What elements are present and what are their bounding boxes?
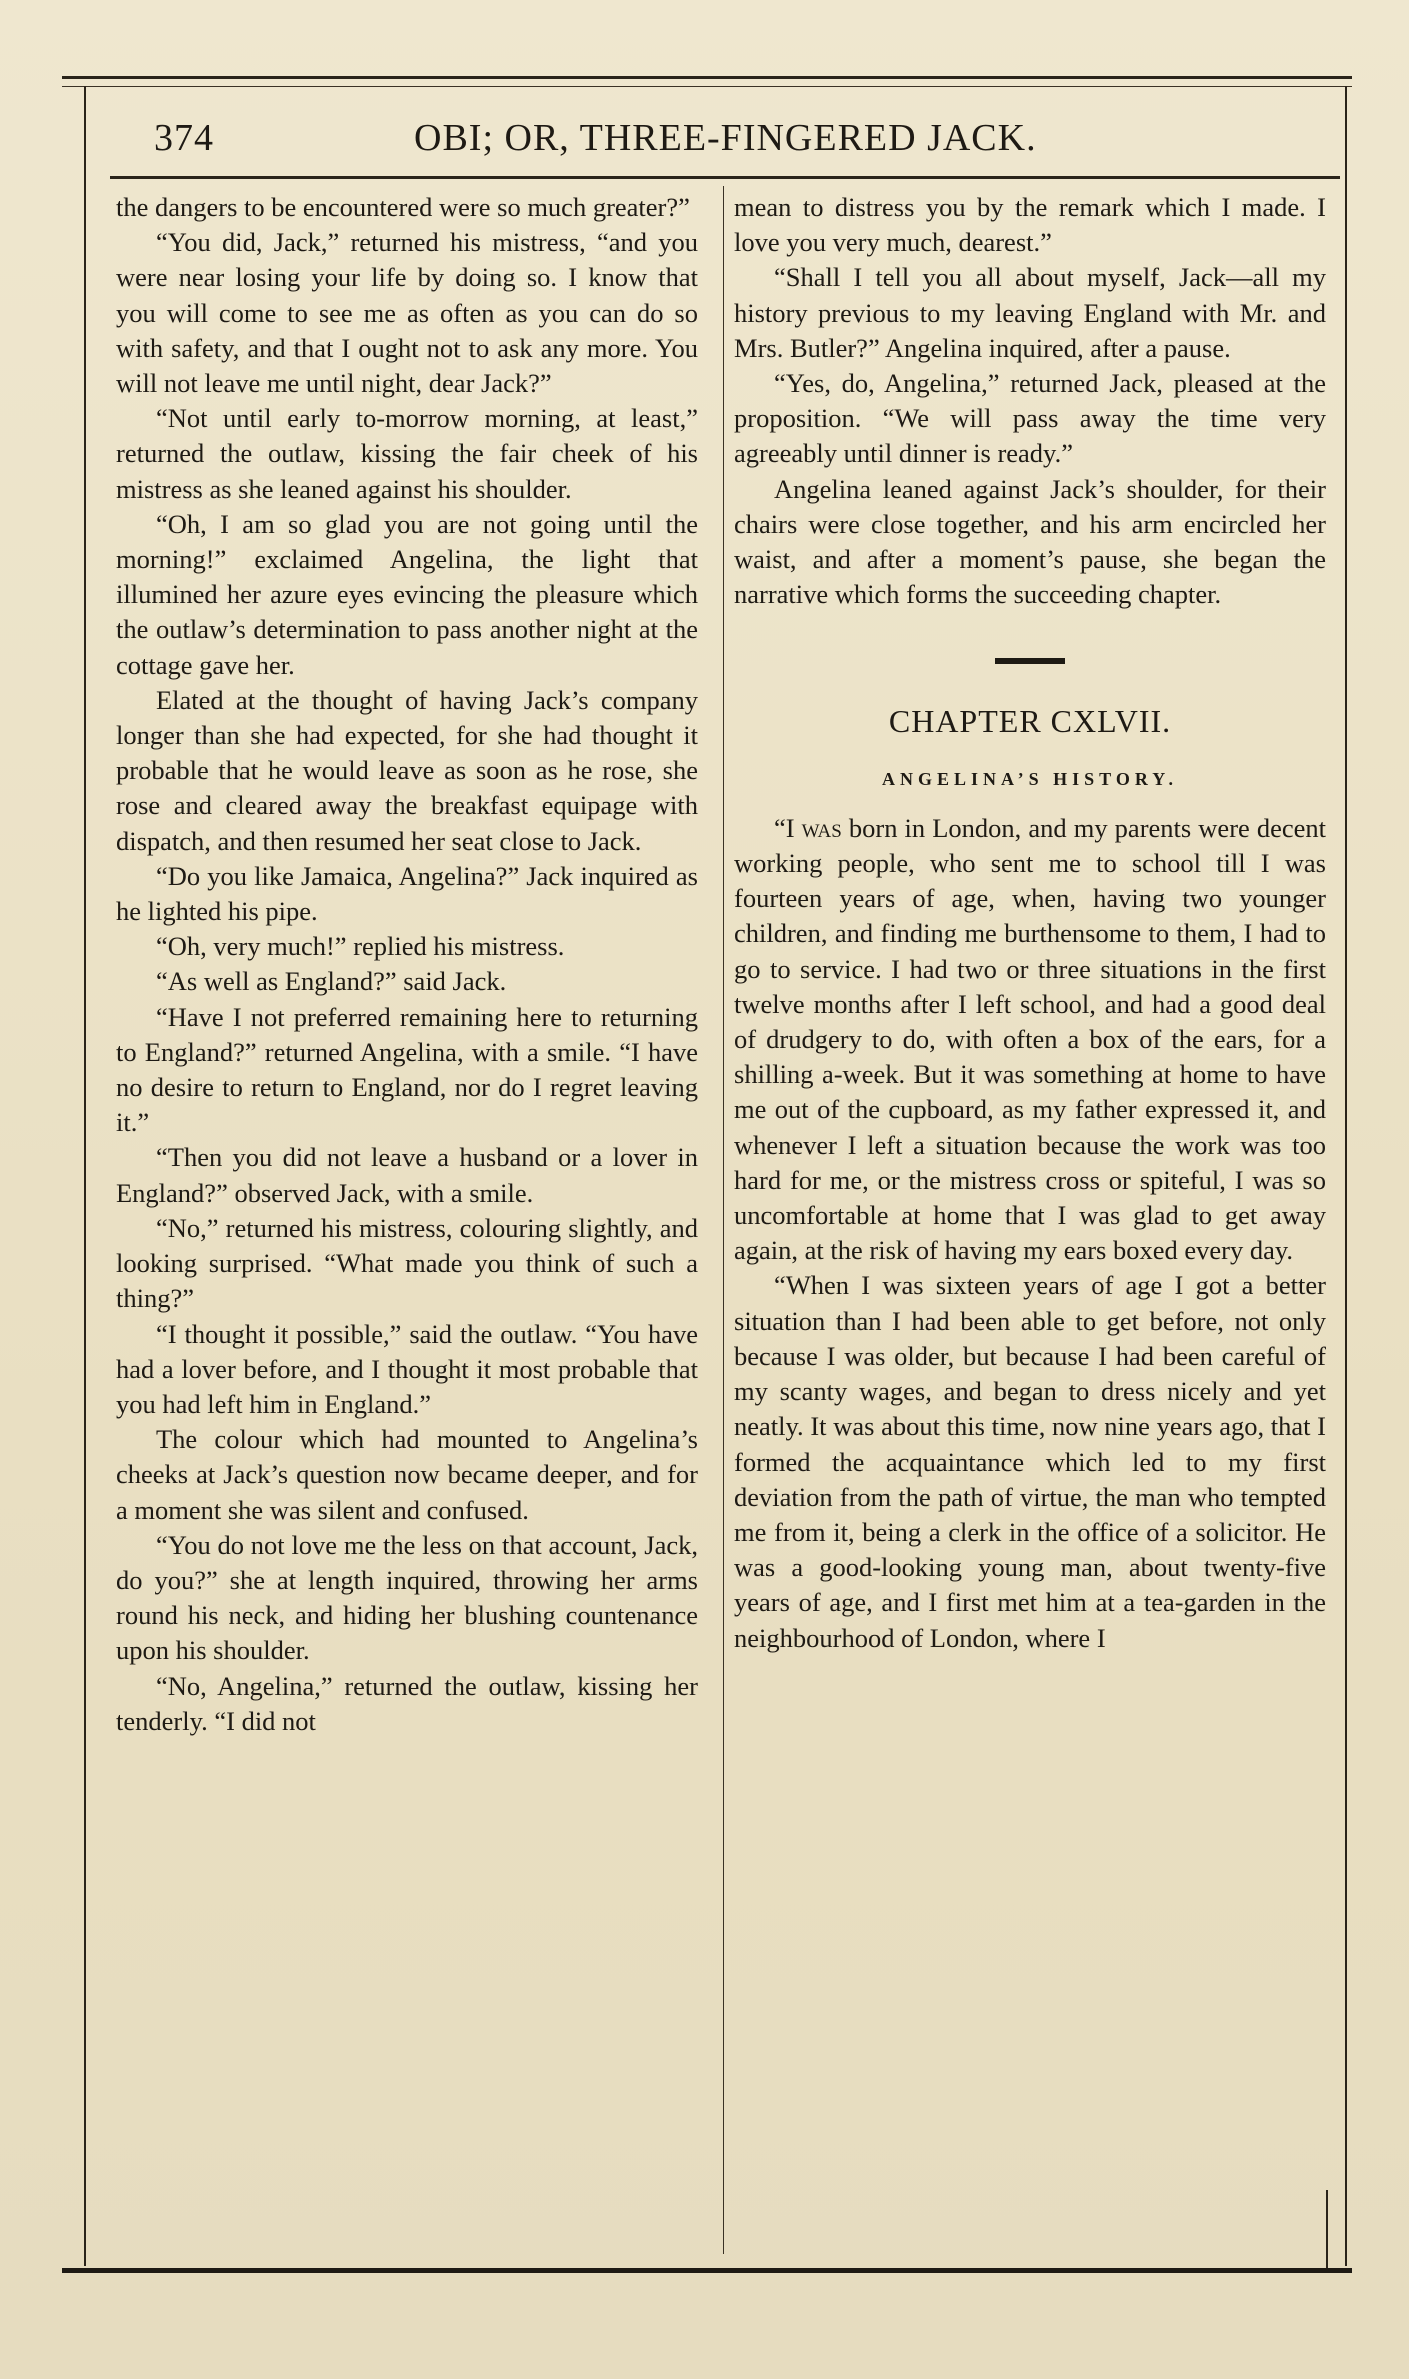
paragraph: “As well as England?” said Jack.	[156, 966, 507, 997]
paragraph: mean to distress you by the remark which I made. I love you very much, dearest.”	[734, 192, 1326, 258]
left-column	[116, 190, 698, 1739]
paragraph: the dangers to be encountered were so much greater?”	[116, 192, 690, 222]
page-header	[84, 108, 1346, 170]
chapter-subtitle: ANGELINA’S HISTORY.	[881, 768, 1179, 789]
paragraph: “You did, Jack,” returned his mistress, “and you were near losing your life by doing so. I know that you will come to see me as often as you can do so with safety, and that I ought not to ask any more. You will not leave me until night, dear Jack?”	[116, 227, 698, 399]
chapter-heading: CHAPTER CXLVII.	[888, 703, 1172, 740]
right-column	[734, 190, 1326, 1656]
paragraph: “Oh, very much!” replied his mistress.	[156, 931, 565, 962]
chapter-opening-word: “I was	[774, 812, 842, 843]
paragraph: “No, Angelina,” returned the outlaw, kissing her tenderly. “I did not	[116, 1670, 698, 1736]
page-number: 374	[154, 117, 214, 159]
section-separator-rule	[995, 658, 1065, 664]
left-border-rule	[84, 86, 86, 2266]
chapter-opening-text: born in London, and my parents were decent working people, who sent me to school till I was fourteen years of age, when, having two younger children, and finding me burthensome to them, I had to go to service. I had two or three situations in the first twelve months after I left school, and had a good deal of drudgery to do, with often a box of the ears, for a shilling a-week. But it was something at home to have me out of the cupboard, as my father expressed it, and whenever I left a situation because the work was too hard for me, or the mistress cross or spiteful, I was so uncomfortable at home that I was glad to get away again, at the risk of having my ears boxed every day.	[734, 812, 1327, 1266]
bottom-border-rule	[62, 2268, 1352, 2273]
header-rule	[110, 176, 1340, 179]
paragraph: “No,” returned his mistress, colouring slightly, and looking surprised. “What made you think of such a thing?”	[116, 1212, 698, 1314]
paragraph: Angelina leaned against Jack’s shoulder, for their chairs were close together, and his arm encircled her waist, and after a moment’s pause, she began the narrative which forms the succeeding chapter.	[734, 473, 1326, 610]
right-margin-mark	[1326, 2190, 1328, 2270]
paragraph: Elated at the thought of having Jack’s company longer than she had expected, for she had thought it probable that he would leave as soon as he rose, she rose and cleared away the breakfast equipage with dispatch, and then resumed her seat close to Jack.	[116, 684, 698, 856]
top-border-thin-rule	[62, 86, 1352, 87]
paragraph: “When I was sixteen years of age I got a better situation than I had been able to get before, not only because I was older, but because I had been careful of my scanty wages, and began to dress nicely and yet neatly. It was about this time, now nine years ago, that I formed the acquaintance which led to my first deviation from the path of virtue, the man who tempted me from it, being a clerk in the office of a solicitor. He was a good-looking young man, about twenty-five years of age, and I first met him at a tea-garden in the neighbourhood of London, where I	[734, 1270, 1326, 1653]
paragraph: “Yes, do, Angelina,” returned Jack, pleased at the proposition. “We will pass away the time very agreeably until dinner is ready.”	[734, 368, 1326, 469]
paragraph: “Do you like Jamaica, Angelina?” Jack inquired as he lighted his pipe.	[116, 860, 698, 927]
top-border-rule	[62, 76, 1352, 79]
paragraph: “You do not love me the less on that account, Jack, do you?” she at length inquired, throwing her arms round his neck, and hiding her blushing countenance upon his shoulder.	[116, 1529, 698, 1666]
paragraph: “Shall I tell you all about myself, Jack—all my history previous to my leaving England with Mr. and Mrs. Butler?” Angelina inquired, after a pause.	[734, 262, 1326, 363]
paragraph: “Have I not preferred remaining here to returning to England?” returned Angelina, with a smile. “I have no desire to return to England, nor do I regret leaving it.”	[116, 1001, 698, 1138]
paragraph: “Then you did not leave a husband or a lover in England?” observed Jack, with a smile.	[116, 1142, 698, 1208]
paragraph: “Not until early to-morrow morning, at least,” returned the outlaw, kissing the fair cheek of his mistress as she leaned against his shoulder.	[116, 403, 698, 504]
right-border-rule	[1345, 86, 1347, 2266]
paragraph: The colour which had mounted to Angelina’s cheeks at Jack’s question now became deeper, and for a moment she was silent and confused.	[116, 1424, 698, 1525]
paragraph: “Oh, I am so glad you are not going until the morning!” exclaimed Angelina, the light that illumined her azure eyes evincing the pleasure which the outlaw’s determination to pass another night at the cottage gave her.	[116, 508, 698, 680]
paragraph: “I thought it possible,” said the outlaw. “You have had a lover before, and I thought it most probable that you had left him in England.”	[116, 1318, 698, 1419]
running-title: OBI; OR, THREE-FINGERED JACK.	[414, 117, 1037, 159]
chapter-opening-paragraph	[734, 811, 1326, 1269]
column-divider	[723, 186, 724, 2254]
